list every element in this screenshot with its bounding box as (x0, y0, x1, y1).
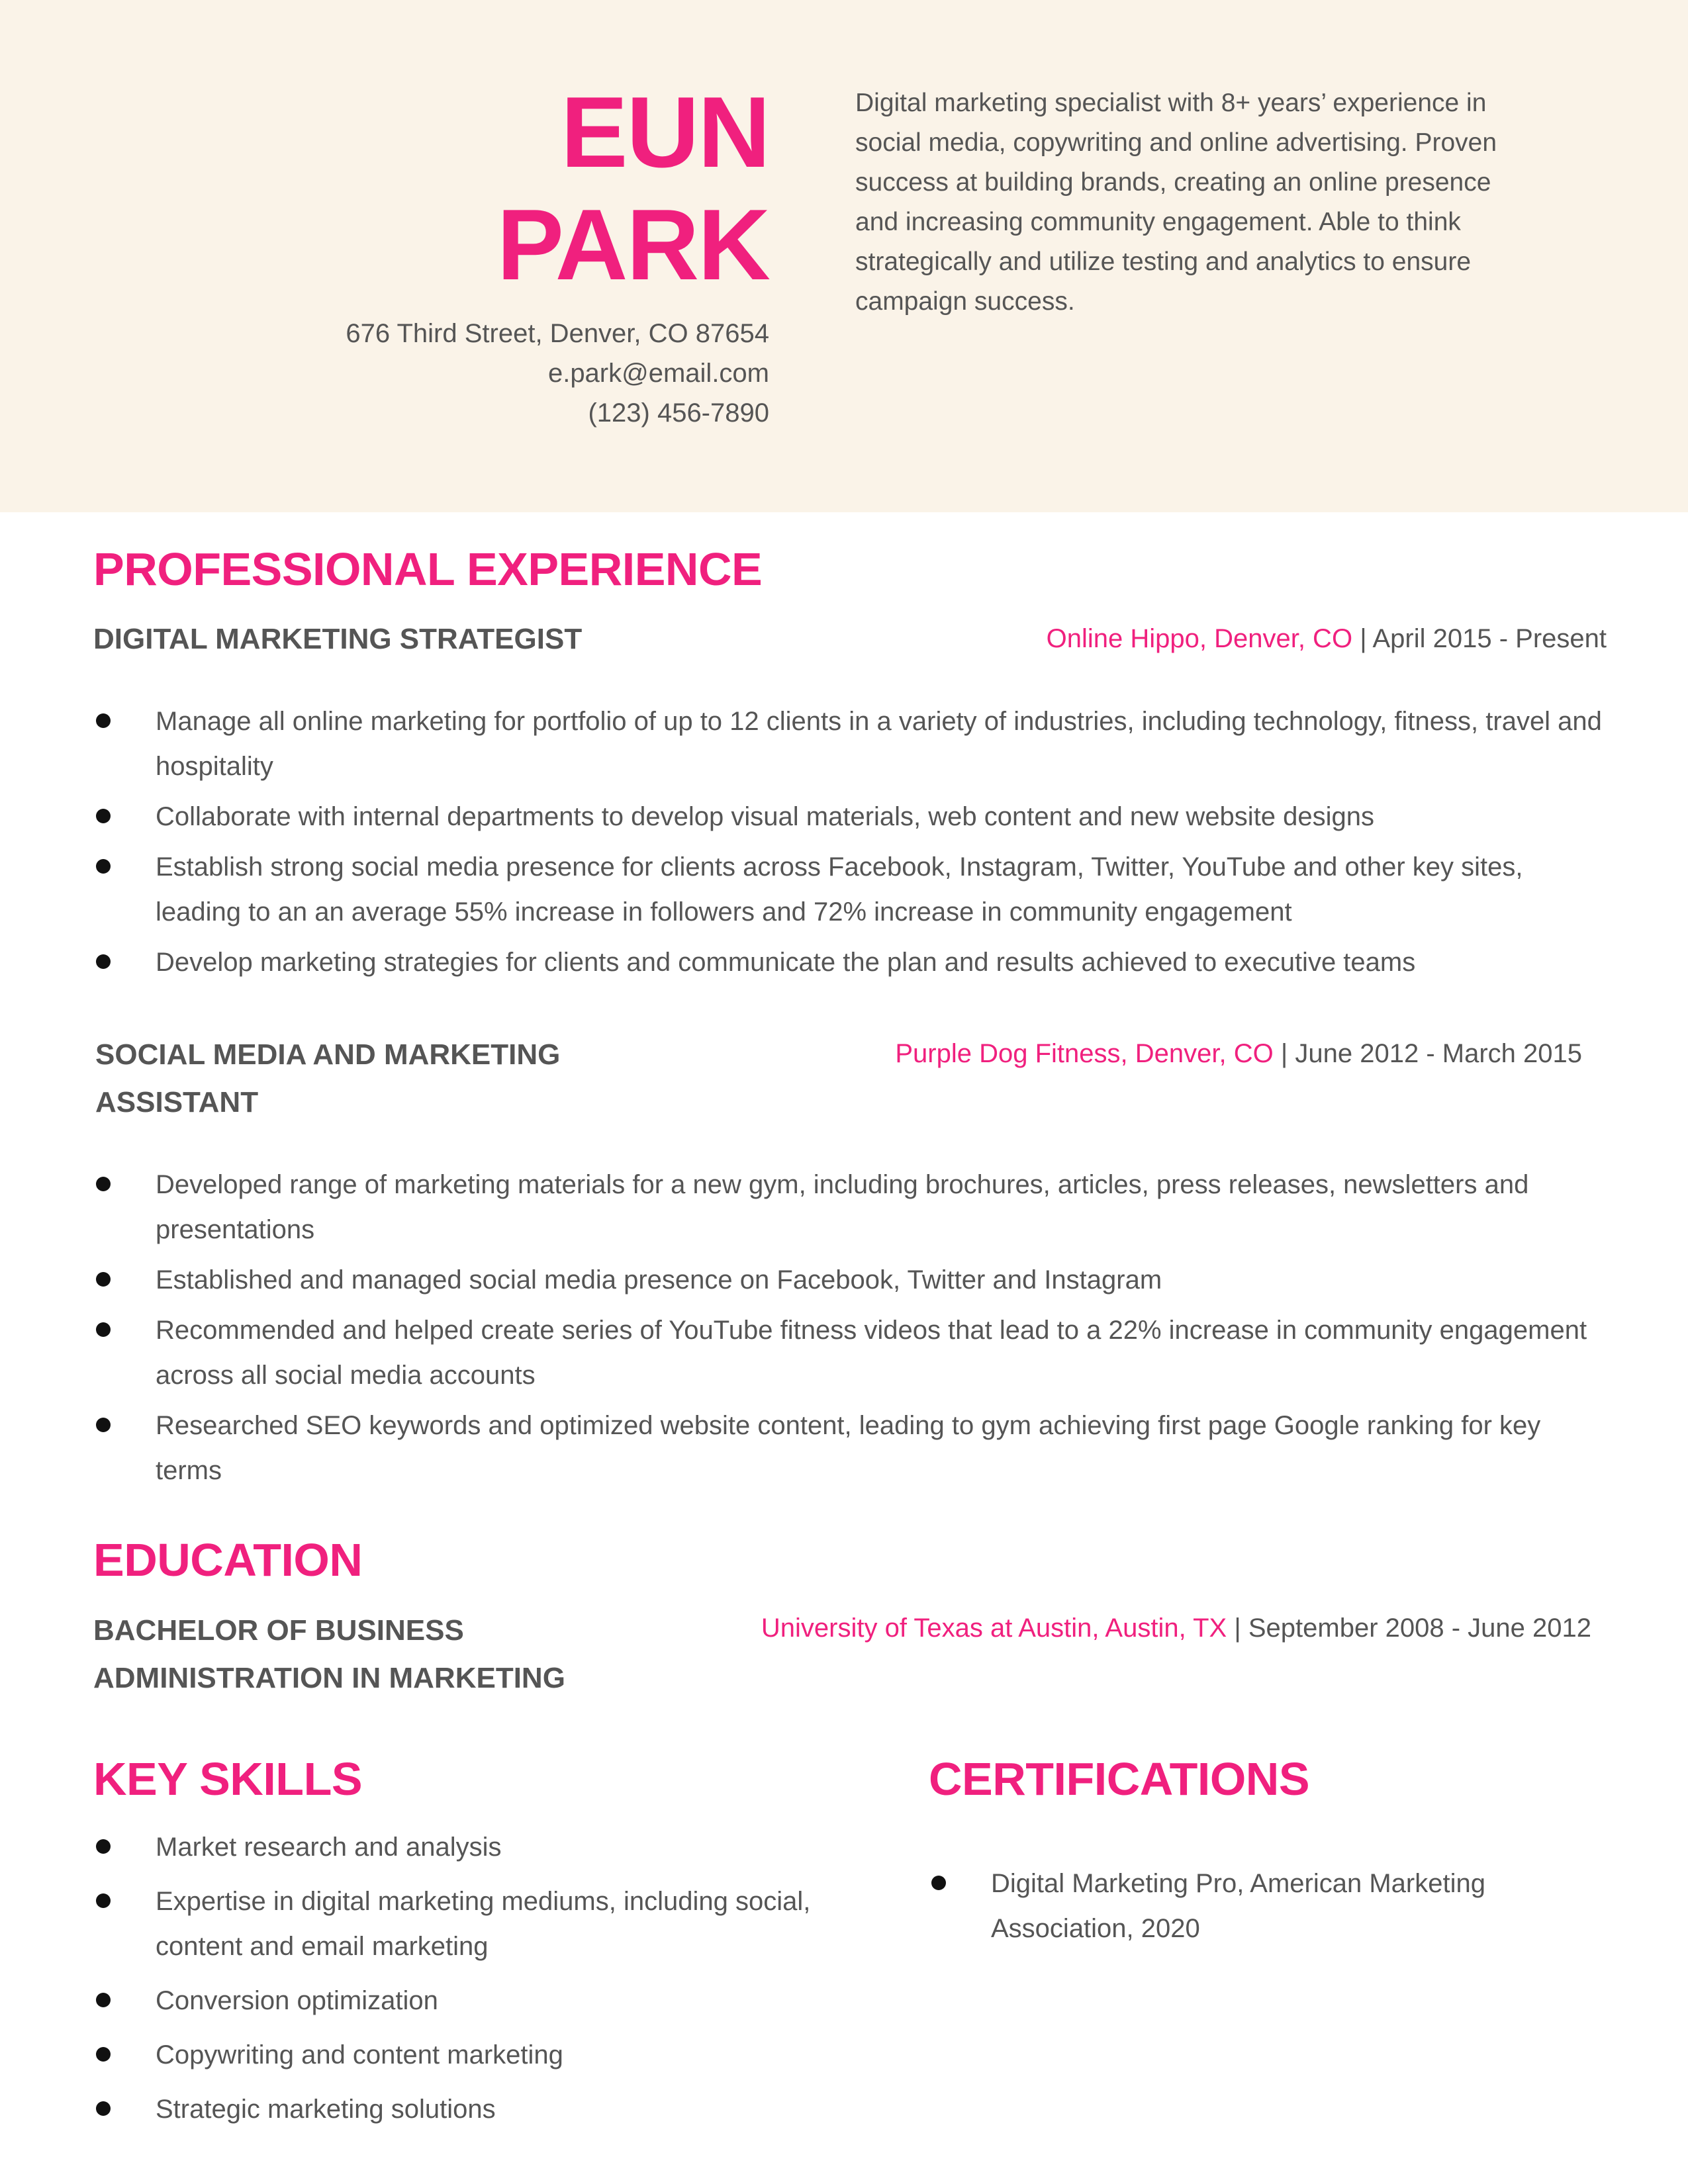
bullet-icon (96, 713, 111, 728)
list-item (93, 1308, 1609, 1398)
bullet-icon (96, 809, 111, 823)
bullet-text: Researched SEO keywords and optimized website content, leading to gym achieving first page Google ranking for key terms (156, 1411, 1541, 1485)
job-company-1: Online Hippo, Denver, CO (1046, 624, 1353, 653)
list-item (93, 2087, 874, 2132)
list-item (93, 1825, 874, 1870)
professional-summary: Digital marketing specialist with 8+ years’ experience in social media, copywriting and online advertising. Proven success at building brands, creating an online presence and increasing community engagement. Able to think strategically and utilize testing and analytics to ensure campaign success. (855, 89, 1497, 316)
list-item (93, 1403, 1609, 1493)
bullet-icon (96, 1177, 111, 1191)
address: 676 Third Street, Denver, CO 87654 (346, 319, 769, 348)
bullet-text: Establish strong social media presence for clients across Facebook, Instagram, Twitter, YouTube and other key sites, leading to an an average 55% increase in followers and 72% increase in community engagement (156, 852, 1523, 927)
bullet-text: Develop marketing strategies for clients and communicate the plan and results achieved to executive teams (156, 948, 1416, 977)
certification-text: Digital Marketing Pro, American Marketing Association, 2020 (991, 1869, 1485, 1943)
bullet-icon (96, 2101, 111, 2116)
job-title-1: DIGITAL MARKETING STRATEGIST (93, 623, 583, 655)
degree-line: ADMINISTRATION IN MARKETING (93, 1662, 565, 1694)
education-meta (761, 1608, 1591, 1648)
job-dates-2: June 2012 - March 2015 (1295, 1039, 1582, 1068)
skill-text: Strategic marketing solutions (156, 2095, 496, 2124)
bullet-icon (96, 1993, 111, 2007)
candidate-name (497, 76, 769, 301)
experience-heading: PROFESSIONAL EXPERIENCE (93, 543, 763, 595)
list-item (93, 699, 1609, 789)
skill-text: Expertise in digital marketing mediums, including social, content and email marketing (156, 1887, 811, 1961)
bullet-icon (96, 954, 111, 969)
bullet-icon (96, 1322, 111, 1337)
bullet-text: Manage all online marketing for portfolio of up to 12 clients in a variety of industries, including technology, fitness, travel and hospitality (156, 707, 1602, 781)
bullet-icon (96, 1839, 111, 1854)
list-item (93, 1879, 874, 1969)
list-item (93, 1978, 874, 2023)
job-meta-1 (1047, 619, 1607, 659)
bullet-text: Recommended and helped create series of YouTube fitness videos that lead to a 22% increase in community engagement across all social media accounts (156, 1316, 1587, 1390)
contact-info (346, 314, 769, 433)
bullet-text: Developed range of marketing materials for a new gym, including brochures, articles, press releases, newsletters and presentations (156, 1170, 1529, 1244)
bullet-icon (96, 2047, 111, 2062)
job-title-line: SOCIAL MEDIA AND MARKETING (95, 1038, 561, 1071)
certifications-heading: CERTIFICATIONS (929, 1753, 1310, 1805)
skills-heading: KEY SKILLS (93, 1753, 363, 1805)
job-bullets-1 (93, 699, 1609, 990)
education-dates: September 2008 - June 2012 (1248, 1614, 1591, 1643)
email[interactable]: e.park@email.com (547, 359, 769, 388)
list-item (93, 844, 1609, 934)
job-company-2: Purple Dog Fitness, Denver, CO (895, 1039, 1274, 1068)
list-item (93, 940, 1609, 985)
bullet-icon (931, 1876, 946, 1890)
degree (93, 1607, 565, 1702)
school: University of Texas at Austin, Austin, TX (761, 1614, 1227, 1643)
degree-line: BACHELOR OF BUSINESS (93, 1614, 464, 1647)
list-item (93, 794, 1609, 839)
first-name: EUN (561, 76, 769, 189)
job-dates-1: April 2015 - Present (1372, 624, 1607, 653)
job-title-2 (95, 1031, 560, 1126)
bullet-icon (96, 859, 111, 874)
job-title-line: ASSISTANT (95, 1086, 259, 1118)
bullet-text: Established and managed social media presence on Facebook, Twitter and Instagram (156, 1265, 1162, 1295)
bullet-text: Collaborate with internal departments to develop visual materials, web content and new website designs (156, 802, 1375, 831)
last-name: PARK (496, 189, 769, 301)
phone[interactable]: (123) 456-7890 (588, 398, 769, 428)
list-item (93, 1257, 1609, 1302)
certifications-list (929, 1861, 1558, 1960)
separator: | (1280, 1039, 1288, 1068)
list-item (93, 1162, 1609, 1252)
skill-text: Copywriting and content marketing (156, 2040, 563, 2070)
education-heading: EDUCATION (93, 1534, 363, 1586)
bullet-icon (96, 1272, 111, 1287)
bullet-icon (96, 1418, 111, 1432)
skill-text: Market research and analysis (156, 1833, 502, 1862)
skill-text: Conversion optimization (156, 1986, 438, 2015)
list-item (929, 1861, 1558, 1951)
list-item (93, 2032, 874, 2077)
separator: | (1234, 1614, 1241, 1643)
skills-list (93, 1825, 874, 2141)
job-bullets-2 (93, 1162, 1609, 1498)
separator: | (1360, 624, 1367, 653)
job-meta-2 (895, 1034, 1582, 1073)
bullet-icon (96, 1893, 111, 1908)
